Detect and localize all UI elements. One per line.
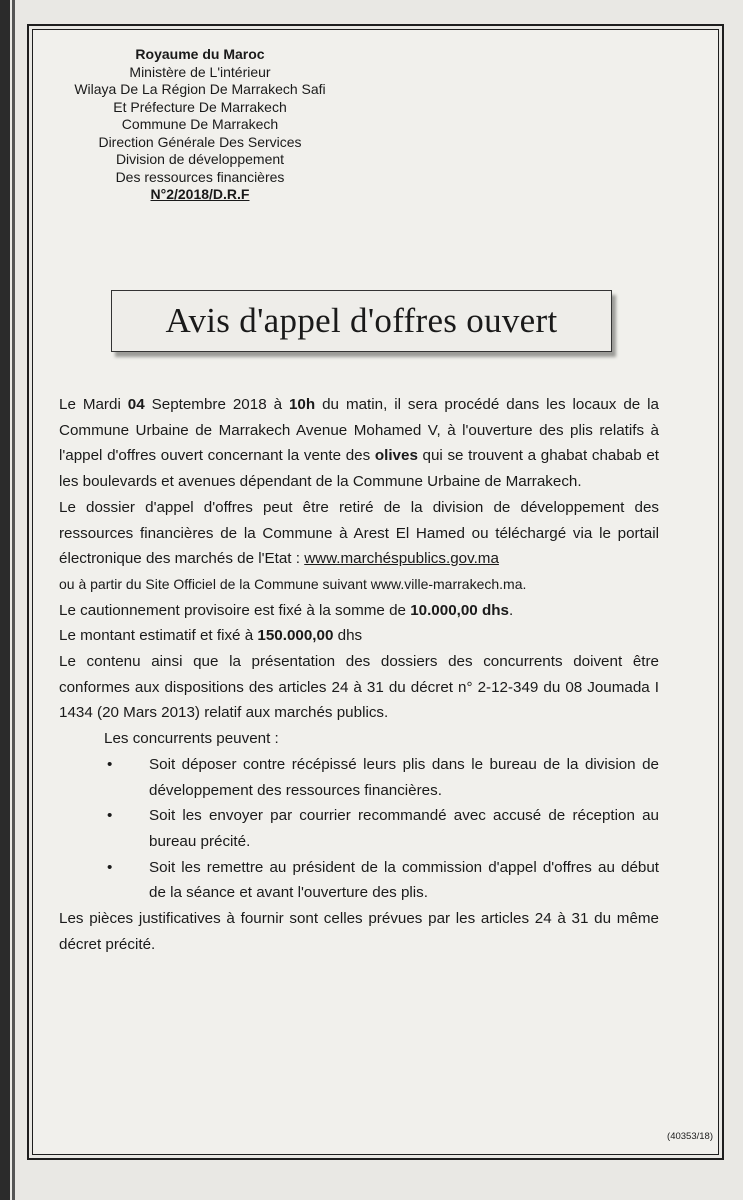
bidders-intro: Les concurrents peuvent : bbox=[104, 730, 279, 748]
bullet: • bbox=[107, 755, 113, 773]
paragraph-content: Le contenu ainsi que la présentation des dossiers des concurrents doivent être conformes aux dispositions des articles 24 à 31 du décret n° 2-12-349 du 08 Joumada I 1434 (20 Mars 2013) relatif aux marchés publics. bbox=[59, 653, 659, 722]
list-item: • Soit les envoyer par courrier recommandé avec accusé de réception au bureau précité. bbox=[59, 803, 659, 854]
paragraph-estimate: Le montant estimatif et fixé à 150.000,00 dhs bbox=[59, 627, 363, 645]
paragraph-opening: Le Mardi 04 Septembre 2018 à 10h du matin, il sera procédé dans les locaux de la Commune Urbaine de Marrakech Avenue Mohamed V, à l'ouverture des plis relatifs à l'appel d'offres ouvert concernant la vente des olives qui se trouvent a ghabat chabab et les boulevards et avenues dépendant de la Commune Urbaine de Marrakech. bbox=[59, 396, 659, 491]
list-item: • Soit déposer contre récépissé leurs plis dans le bureau de la division de développement des ressources financières. bbox=[59, 752, 659, 803]
paragraph-website: ou à partir du Site Officiel de la Commune suivant www.ville-marrakech.ma. bbox=[59, 575, 527, 592]
page-edge-line bbox=[12, 0, 15, 1200]
list-item: • Soit les remettre au président de la commission d'appel d'offres au début de la séance et avant l'ouverture des plis. bbox=[59, 855, 659, 906]
bullet: • bbox=[107, 807, 113, 825]
header-wilaya: Wilaya De La Région De Marrakech Safi bbox=[74, 81, 326, 97]
header-reference: N°2/2018/D.R.F bbox=[150, 186, 250, 202]
title-box bbox=[111, 290, 612, 352]
bullet: • bbox=[107, 858, 113, 876]
paragraph-dossier: Le dossier d'appel d'offres peut être retiré de la division de développement des ressources financières de la Commune à Arest El Hamed ou téléchargé via le portail électronique des marchés de l'Etat : www.marchéspublics.gov.ma bbox=[59, 498, 659, 568]
marches-publics-link[interactable]: www.marchéspublics.gov.ma bbox=[304, 550, 499, 568]
header-direction: Direction Générale Des Services bbox=[98, 133, 302, 150]
publication-reference: (40353/18) bbox=[667, 1131, 713, 1142]
header-division: Division de développement bbox=[115, 151, 285, 167]
header-resources: Des ressources financières bbox=[115, 168, 285, 185]
header-prefecture: Et Préfecture De Marrakech bbox=[113, 98, 287, 115]
header-commune: Commune De Marrakech bbox=[121, 116, 279, 132]
paragraph-guarantee: Le cautionnement provisoire est fixé à la somme de 10.000,00 dhs. bbox=[59, 601, 514, 619]
header-ministry: Ministère de L'intérieur bbox=[129, 63, 271, 80]
header-kingdom: Royaume du Maroc bbox=[135, 46, 265, 62]
paragraph-closing: Les pièces justificatives à fournir sont celles prévues par les articles 24 à 31 du même décret précité. bbox=[59, 910, 659, 953]
notice-title: Avis d'appel d'offres ouvert bbox=[165, 301, 558, 340]
page-edge-shadow bbox=[0, 0, 10, 1200]
notice-body bbox=[59, 392, 659, 957]
submission-options bbox=[59, 752, 659, 906]
issuer-header bbox=[40, 46, 360, 204]
